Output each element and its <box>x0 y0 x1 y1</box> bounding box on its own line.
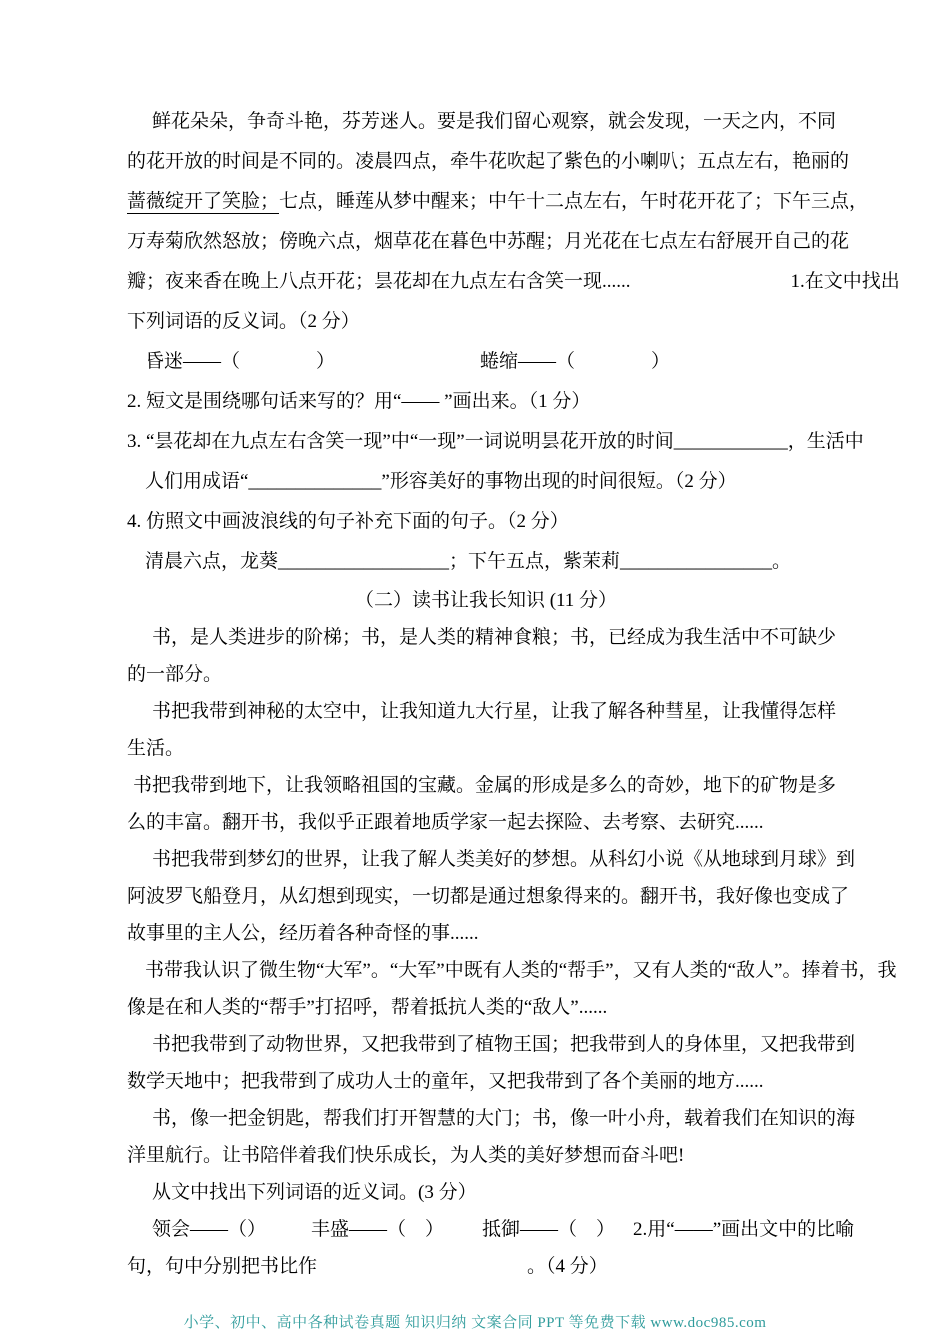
passage1-line-3 <box>127 182 869 222</box>
passage1-text: 的花开放的时间是不同的。凌晨四点，牵牛花吹起了紫色的小喇叭；五点左右，艳丽的 <box>127 151 850 172</box>
passage2-text: 数学天地中；把我带到了成功人士的童年，又把我带到了各个美丽的地方...... <box>127 1071 764 1092</box>
synonym-blank-3: 抵御——（ ） <box>482 1219 616 1240</box>
passage2-line <box>127 730 845 767</box>
synonym-blanks-row <box>127 1211 855 1248</box>
passage1-text: 瓣；夜来香在晚上八点开花；昙花却在九点左右含笑一现...... <box>127 271 631 292</box>
passage2-line <box>127 1100 856 1137</box>
passage2-text: 书，是人类进步的阶梯；书，是人类的精神食粮；书，已经成为我生活中不可缺少 <box>152 627 837 648</box>
spacer <box>615 1234 633 1235</box>
passage2-text: 么的丰富。翻开书，我似乎正跟着地质学家一起去探险、去考察、去研究...... <box>127 812 764 833</box>
synonym-blank-1: 领会——（） <box>152 1219 267 1240</box>
section-2 <box>127 582 897 1285</box>
passage2-text: 洋里航行。让书陪伴着我们快乐成长，为人类的美好梦想而奋斗吧! <box>127 1145 685 1166</box>
passage1-line-4 <box>127 222 850 262</box>
passage2-text: 像是在和人类的“帮手”打招呼，帮着抵抗人类的“敌人”...... <box>127 997 608 1018</box>
question-4-text: 4. 仿照文中画波浪线的句子补充下面的句子。（2 分） <box>127 511 569 532</box>
spacer <box>266 1234 311 1235</box>
passage2-line <box>127 1026 856 1063</box>
section-2-heading: （二）读书让我长知识 (11 分） <box>354 590 618 611</box>
antonym-blanks-row <box>127 342 845 382</box>
spacer <box>444 1234 482 1235</box>
question-3-text: 3. “昙花却在九点左右含笑一现”中“一现”一词说明昙花开放的时间____________，生活中 <box>127 431 864 452</box>
section2-question-1 <box>127 1174 845 1211</box>
question-score: 。（4 分） <box>527 1256 608 1277</box>
question-2-text: 2. 短文是围绕哪句话来写的？用“—— ”画出来。（1 分） <box>127 391 591 412</box>
question-4-fill-text: 清晨六点，龙葵__________________；下午五点，紫茉莉________________。 <box>145 551 792 572</box>
passage2-text: 书，像一把金钥匙，帮我们打开智慧的大门；书，像一叶小舟，载着我们在知识的海 <box>152 1108 856 1129</box>
passage2-line <box>127 841 856 878</box>
section2-question-2-continuation <box>127 1248 845 1285</box>
passage2-line <box>127 952 897 989</box>
passage1-line-2 <box>127 142 850 182</box>
passage2-text: 书把我带到地下，让我领略祖国的宝藏。金属的形成是多么的奇妙，地下的矿物是多 <box>133 775 837 796</box>
passage2-text: 书把我带到了动物世界，又把我带到了植物王国；把我带到人的身体里，又把我带到 <box>152 1034 856 1055</box>
passage2-text: 书把我带到梦幻的世界，让我了解人类美好的梦想。从科幻小说《从地球到月球》到 <box>152 849 856 870</box>
question-2 <box>127 382 845 422</box>
passage2-text: 阿波罗飞船登月，从幻想到现实，一切都是通过想象得来的。翻开书，我好像也变成了 <box>127 886 850 907</box>
passage1-text: 万寿菊欣然怒放；傍晚六点，烟草花在暮色中苏醒；月光花在七点左右舒展开自己的花 <box>127 231 850 252</box>
passage2-text: 的一部分。 <box>127 664 223 685</box>
question-text: 从文中找出下列词语的近义词。(3 分） <box>152 1182 477 1203</box>
passage2-text: 书把我带到神秘的太空中，让我知道九大行星，让我了解各种彗星，让我懂得怎样 <box>152 701 837 722</box>
passage2-line <box>127 989 845 1026</box>
question-1-text: 下列词语的反义词。（2 分） <box>127 311 360 332</box>
question-4-fill-line <box>127 542 845 582</box>
antonym-blank-2: 蜷缩——（ ） <box>480 351 671 372</box>
passage2-line <box>127 804 845 841</box>
question-1-start: 1.在文中找出 <box>790 271 900 292</box>
question-3-line-2 <box>127 462 845 502</box>
passage1-text: 鲜花朵朵，争奇斗艳，芬芳迷人。要是我们留心观察，就会发现，一天之内，不同 <box>152 111 837 132</box>
passage2-text: 生活。 <box>127 738 185 759</box>
question-1-continuation <box>127 302 845 342</box>
passage1-line-5 <box>127 262 900 302</box>
question-3-text: 人们用成语“______________”形容美好的事物出现的时间很短。（2 分） <box>145 471 737 492</box>
passage2-line <box>127 915 845 952</box>
antonym-blank-1: 昏迷——（ ） <box>145 351 336 372</box>
passage1-text: 七点，睡莲从梦中醒来；中午十二点左右，午时花开花了；下午三点， <box>279 191 869 212</box>
section-1 <box>127 102 900 582</box>
passage2-text: 故事里的主人公，经历着各种奇怪的事...... <box>127 923 479 944</box>
answer-blank-space <box>317 1271 527 1272</box>
passage2-line <box>127 1063 845 1100</box>
passage2-line <box>127 693 845 730</box>
question-text: 句，句中分别把书比作 <box>127 1256 318 1277</box>
question-3-line-1 <box>127 422 864 462</box>
question-4 <box>127 502 845 542</box>
passage2-line <box>127 656 845 693</box>
footer-watermark: 小学、初中、高中各种试卷真题 知识归纳 文案合同 PPT 等免费下载 www.doc985.com <box>183 1315 767 1331</box>
passage2-line <box>127 619 845 656</box>
passage2-line <box>127 878 850 915</box>
passage1-line-1 <box>127 102 845 142</box>
passage2-text: 书带我认识了微生物“大军”。“大军”中既有人类的“帮手”，又有人类的“敌人”。捧着书，我 <box>145 960 897 981</box>
section2-question-2-start: 2.用“——”画出文中的比喻 <box>633 1219 855 1240</box>
passage2-line <box>127 1137 845 1174</box>
spacer <box>631 286 791 287</box>
synonym-blank-2: 丰盛——（ ） <box>311 1219 445 1240</box>
spacer <box>335 366 480 367</box>
passage2-line <box>127 767 845 804</box>
underlined-phrase: 蔷薇绽开了笑脸； <box>127 191 280 212</box>
